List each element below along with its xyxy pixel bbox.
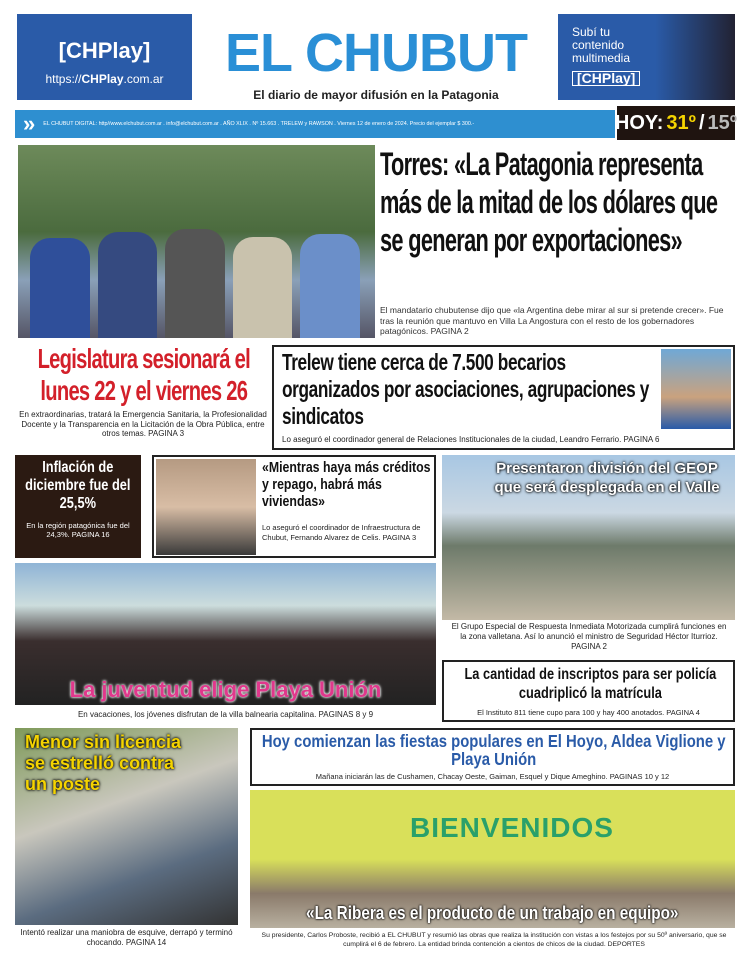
tagline: El diario de mayor difusión en la Patagonia [253, 88, 499, 102]
inflacion-box[interactable] [15, 455, 141, 558]
inflacion-summary: En la región patagónica fue del 24,3%. PAGINA 16 [26, 521, 130, 539]
viviendas-photo [156, 459, 256, 555]
menor-summary: Intentó realizar una maniobra de esquive, derrapó y terminó chocando. PAGINA 14 [20, 928, 233, 947]
inflacion-headline: Inflación de diciembre fue del 25,5% [25, 459, 131, 512]
geop-headline: Presentaron división del GEOP que será desplegada en el Valle [494, 460, 720, 496]
info-bar [15, 110, 615, 138]
weather-label: HOY: [614, 111, 664, 134]
policia-headline: La cantidad de inscriptos para ser policía cuadriplicó la matrícula [464, 666, 717, 702]
chplay-ad-left[interactable] [17, 14, 192, 100]
main-headline[interactable]: Torres: «La Patagonia representa más de la mitad de los dólares que se generan por exportaciones» [380, 146, 718, 258]
chplay-ad-right[interactable] [558, 14, 735, 100]
viviendas-box[interactable] [152, 455, 436, 558]
menor-headline: Menor sin licencia se estrelló contra un poste [25, 732, 182, 794]
chevron-right-icon: » [23, 111, 36, 136]
menor-photo[interactable] [15, 728, 238, 925]
juventud-summary: En vacaciones, los jóvenes disfrutan de la villa balnearia capitalina. PAGINAS 8 y 9 [77, 710, 374, 719]
temp-max: 31º [666, 111, 696, 134]
policia-summary: El Instituto 811 tiene cupo para 100 y hay 400 anotados. PAGINA 4 [477, 708, 700, 717]
trelew-headline: Trelew tiene cerca de 7.500 becarios organizados por asociaciones, agrupaciones y sindicatos [282, 349, 649, 429]
fiestas-box[interactable] [250, 728, 735, 786]
ribera-photo[interactable] [250, 790, 735, 928]
legislatura-headline[interactable]: Legislatura sesionará el lunes 22 y el viernes 26 [37, 343, 251, 406]
trelew-box[interactable] [272, 345, 735, 450]
trelew-photo [661, 349, 731, 429]
ad-brand: [CHPlay] [572, 71, 640, 86]
juventud-headline: La juventud elige Playa Unión [69, 677, 382, 702]
trelew-summary: Lo aseguró el coordinador general de Relaciones Institucionales de la ciudad, Leandro Ferrario. PAGINA 6 [282, 435, 660, 444]
policia-box[interactable] [442, 660, 735, 722]
chplay-url: https://CHPlay.com.ar [45, 72, 164, 86]
ad-line: multimedia [572, 51, 631, 65]
edition-info: EL CHUBUT DIGITAL: http//www.elchubut.com.ar . info@elchubut.com.ar . AÑO XLIX . Nº 15.663 . TRELEW y RAWSON . Viernes 12 de enero de 2024. Precio del ejemplar $ 300.- [43, 121, 475, 127]
fiestas-headline: Hoy comienzan las fiestas populares en El Hoyo, Aldea Viglione y Playa Unión [261, 731, 726, 769]
ad-line: contenido [572, 38, 625, 52]
newspaper-logo: EL CHUBUT [224, 23, 527, 83]
viviendas-summary: Lo aseguró el coordinador de Infraestructura de Chubut, Fernando Alvarez de Celis. PAGINA 3 [262, 523, 421, 542]
ribera-summary: Su presidente, Carlos Proboste, recibió a EL CHUBUT y resumió las obras que realiza la institución con vistas a los festejos por su 50º aniversario, que se cumplirá el 6 de febrero. La entidad brinda contención a cientos de chicos de la ciudad. DEPORTES [261, 932, 727, 948]
chplay-brand: [CHPlay] [58, 38, 151, 63]
main-photo[interactable] [18, 145, 375, 338]
ad-line: Subí tu [572, 25, 611, 39]
temp-min: 15º [707, 111, 738, 134]
viviendas-headline: «Mientras haya más créditos y repago, habrá más viviendas» [262, 460, 431, 510]
geop-photo[interactable] [442, 455, 735, 620]
weather-box: HOY: 31º / 15º [617, 106, 735, 140]
ribera-headline: «La Ribera es el producto de un trabajo en equipo» [306, 903, 679, 923]
fiestas-summary: Mañana iniciarán las de Cushamen, Chacay Oeste, Gaiman, Esquel y Dique Ameghino. PAGINAS 10 y 12 [315, 772, 670, 781]
main-summary: El mandatario chubutense dijo que «la Argentina debe mirar al sur si pretende crecer». Fue tras la reunión que mantuvo en Villa La Angostura con el resto de los gobernadores patagónicos. PAGINA 2 [380, 305, 724, 336]
juventud-photo[interactable] [15, 563, 436, 705]
geop-summary: El Grupo Especial de Respuesta Inmediata Motorizada cumplirá funciones en la zona valletana. Así lo anunció el ministro de Seguridad Héctor Iturrioz. PAGINA 2 [451, 622, 727, 651]
legislatura-summary: En extraordinarias, tratará la Emergencia Sanitaria, la Profesionalidad Docente y la Transparencia en la Licitación de la Obra Pública, entre otros temas. PAGINA 3 [19, 410, 267, 438]
ribera-sign: BIENVENIDOS [410, 812, 614, 843]
